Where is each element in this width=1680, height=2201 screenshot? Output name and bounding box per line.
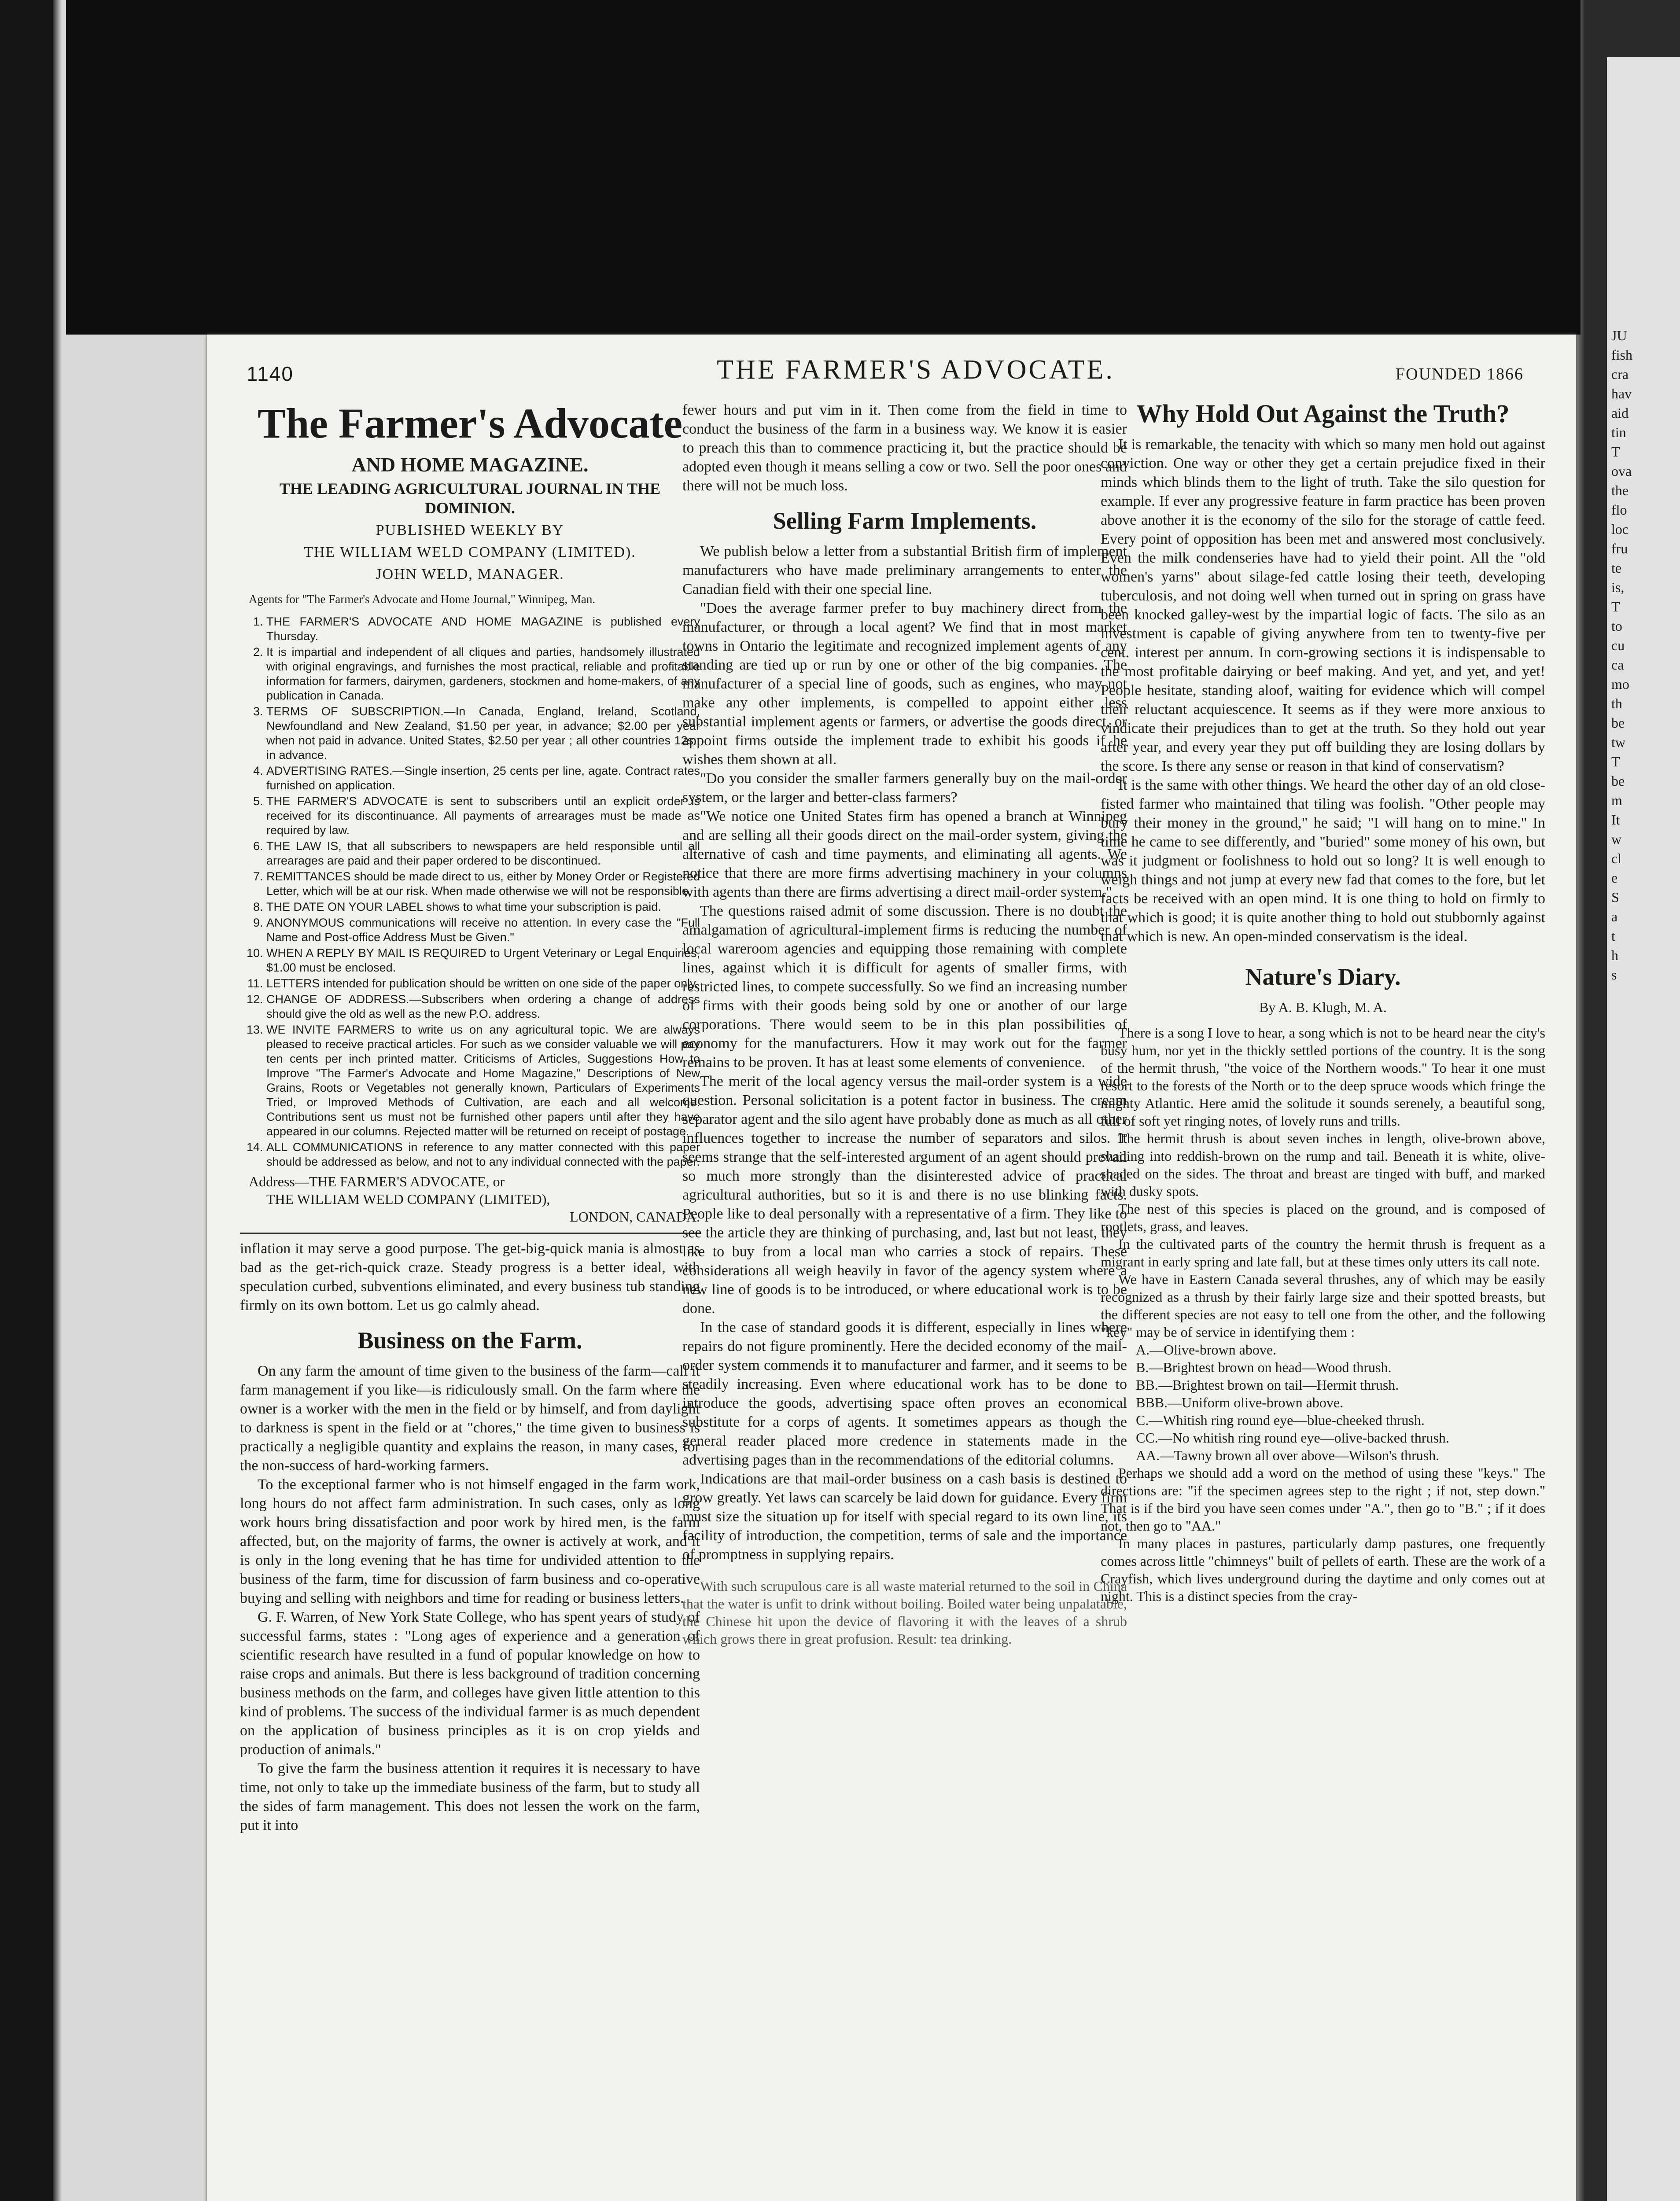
adjacent-fragment: ca (1611, 657, 1624, 673)
column-left (240, 401, 700, 1835)
article-body (240, 1362, 700, 1835)
adjacent-page-text (1611, 326, 1677, 2201)
adjacent-fragment: m (1611, 792, 1622, 808)
article-body (1101, 1024, 1545, 1341)
adjacent-fragment: It (1611, 812, 1620, 828)
terms-list (240, 615, 700, 1169)
paragraph: Perhaps we should add a word on the method of using these "keys." The directions are: "if the specimen agrees step to the right ; if not, step down." That is if the bird you have seen comes under "A.", then go to "B." ; if it does not, then go to "AA." (1101, 1465, 1545, 1534)
adjacent-fragment: e (1611, 870, 1618, 886)
paragraph: G. F. Warren, of New York State College, who has spent years of study of successful farms, states : "Long ages of experience and a generation of scientific research have resulted in a fund of popular knowledge on how to raise crops and animals. But there is less background of tradition concerning business methods on the farm, and colleges have given little attention to this kind of problems. The success of the individual farmer is as much dependent on the application of business principles as it is on crop yields and production of animals." (240, 1609, 700, 1758)
paragraph: To give the farm the business attention it requires it is necessary to have time, not only to take up the immediate business of the farm, but to study all the sides of farm management. This does not lessen the work on the farm, put it into (240, 1760, 700, 1833)
adjacent-fragment: w (1611, 831, 1622, 847)
terms-item: 6. THE LAW IS, that all subscribers to newspapers are held responsible until all arrearages are paid and their paper ordered to be discontinued. (266, 839, 700, 868)
key-entry: BB.—Brightest brown on tail—Hermit thrush. (1136, 1377, 1399, 1393)
paragraph: fewer hours and put vim in it. Then come from the field in time to conduct the business of the farm in a business way. We know it is easier to preach this than to commence practicing it, but the practice should be adopted even though it means selling a cow or two. Sell the poor ones and there will not be much loss. (682, 402, 1127, 494)
identification-key (1101, 1341, 1545, 1464)
paragraph: We have in Eastern Canada several thrushes, any of which may be easily recognized as a thrush by their fairly large size and their spotted breasts, but the different species are not easy to tell one from the other, and the following "key" may be of service in identifying them : (1101, 1271, 1545, 1340)
adjacent-fragment: fru (1611, 541, 1628, 556)
adjacent-fragment: JU (1611, 328, 1627, 343)
terms-item: 11. LETTERS intended for publication should be written on one side of the paper only. (266, 976, 700, 991)
key-entry: AA.—Tawny brown all over above—Wilson's thrush. (1136, 1447, 1440, 1463)
scan-left-edge (0, 0, 53, 2201)
paragraph: On any farm the amount of time given to the business of the farm—call it farm management if you like—is ridiculously small. On the farm where the owner is a worker with the men in the field or by himself, and from daylight to darkness is spent in the field or at "chores," the time given to business is practically a negligible quantity and explains the reason, in many cases, for the non-success of hard-working farmers. (240, 1363, 700, 1474)
adjacent-fragment: hav (1611, 386, 1632, 401)
terms-item: 9. ANONYMOUS communications will receive no attention. In every case the "Full Name and Post-office Address Must be Given." (266, 916, 700, 945)
paragraph: The questions raised admit of some discussion. There is no doubt the amalgamation of agricultural-implement firms is reducing the number of local wareroom agencies and equipping those remaining with complete lines, against which it is difficult for agents of smaller firms, with restricted lines, to compete successfully. So we find an increasing number of firms with their goods being sold by one or another of our large corporations. There would seem to be in this plan possibilities of economy for the manufacturers. How it may work out for the farmer remains to be proven. It has at least some elements of convenience. (682, 903, 1127, 1071)
paragraph: "Does the average farmer prefer to buy machinery direct from the manufacturer, or through a local agent? We find that in most market towns in Ontario the legitimate and recognized implement agents of any standing are tied up or run by one or other of the big companies. The manufacturer of a special line of goods, such as engines, who may not make any other implements, is compelled to appoint either less substantial implement agents or farmers, or advertise the goods direct, or appoint firms outside the implement trade to exhibit his goods if he wishes them shown at all. (682, 600, 1127, 768)
byline: By A. B. Klugh, M. A. (1259, 999, 1387, 1015)
masthead-subtitle: AND HOME MAGAZINE. (351, 453, 589, 476)
paragraph: "Do you consider the smaller farmers generally buy on the mail-order system, or the larger and better-class farmers? (682, 770, 1127, 806)
masthead-title: The Farmer's Advocate (257, 400, 683, 447)
adjacent-fragment: cra (1611, 366, 1629, 382)
terms-item: 10. WHEN A REPLY BY MAIL IS REQUIRED to Urgent Veterinary or Legal Enquiries, $1.00 must be enclosed. (266, 946, 700, 975)
paragraph: inflation it may serve a good purpose. The get-big-quick mania is almost as bad as the get-rich-quick craze. Steady progress is a better ideal, with speculation curbed, subventions eliminated, and every business tub standing firmly on its own bottom. Let us go calmly ahead. (240, 1240, 700, 1314)
key-entry: BBB.—Uniform olive-brown above. (1136, 1395, 1344, 1410)
article-heading: Business on the Farm. (357, 1327, 582, 1354)
paragraph: In the case of standard goods it is different, especially in lines where repairs do not figure prominently. Here the decided economy of the mail-order system commends it to manufacturer and farmer, and it seems to be steadily increasing. Even where educational work has to be done to introduce the goods, advertising space often proves an economical substitute for a corps of agents. It sometimes appears as though the general reader placed more credence in statements made in the advertising pages than in the recommendations of the editorial columns. (682, 1319, 1127, 1468)
paragraph: We publish below a letter from a substantial British firm of implement manufacturers who have made preliminary arrangements to enter the Canadian field with their one special line. (682, 543, 1127, 597)
masthead-address (249, 1173, 700, 1226)
paragraph: The merit of the local agency versus the mail-order system is a wide question. Personal solicitation is a potent factor in business. The cream separator agent and the silo agent have probably done as much as all other influences together to increase the number of separators and silos. It seems strange that the self-interested argument of an agent should prevail so much more strongly than the disinterested advice of practical agricultural authorities, but so it is and there is no use blinking facts. People like to deal personally with a representative of a firm. They like to see the article they are thinking of purchasing, and, last but not least, they like to buy from a local man who carries a stock of repairs. These considerations all weigh heavily in favor of the agency system where a new line of goods is to be introduced, or where educational work is to be done. (682, 1073, 1127, 1317)
footnote-block (682, 1577, 1127, 1648)
adjacent-fragment: is, (1611, 579, 1625, 595)
terms-item: 12. CHANGE OF ADDRESS.—Subscribers when ordering a change of address should give the old as well as the new P.O. address. (266, 992, 700, 1021)
key-entry: B.—Brightest brown on head—Wood thrush. (1136, 1359, 1392, 1375)
terms-item: 1. THE FARMER'S ADVOCATE AND HOME MAGAZINE is published every Thursday. (266, 615, 700, 644)
adjacent-fragment: th (1611, 696, 1622, 711)
article-heading: Why Hold Out Against the Truth? (1136, 399, 1510, 428)
masthead-published: PUBLISHED WEEKLY BY (376, 522, 564, 538)
adjacent-fragment: be (1611, 773, 1625, 789)
adjacent-fragment: tin (1611, 424, 1626, 440)
newspaper-page (207, 335, 1576, 2201)
adjacent-fragment: aid (1611, 405, 1629, 421)
masthead-company: THE WILLIAM WELD COMPANY (LIMITED). (304, 544, 636, 560)
adjacent-fragment: ova (1611, 463, 1632, 479)
terms-item: 5. THE FARMER'S ADVOCATE is sent to subscribers until an explicit order is received for its discontinuance. All payments of arrearages must be made as required by law. (266, 794, 700, 838)
terms-item: 2. It is impartial and independent of all cliques and parties, handsomely illustrated with original engravings, and furnishes the most practical, reliable and profitable information for farmers, dairymen, gardeners, stockmen and home-makers, of any publication in Canada. (266, 645, 700, 703)
paragraph: In the cultivated parts of the country the hermit thrush is frequent as a migrant in early spring and late fall, but at these times only utters its call note. (1101, 1236, 1545, 1270)
page-title: THE FARMER'S ADVOCATE. (717, 355, 1115, 385)
adjacent-fragment: T (1611, 754, 1620, 769)
masthead-manager: JOHN WELD, MANAGER. (376, 566, 564, 582)
terms-item: 8. THE DATE ON YOUR LABEL shows to what time your subscription is paid. (266, 900, 700, 914)
founded-label: FOUNDED 1866 (1396, 365, 1524, 383)
paragraph: The nest of this species is placed on the ground, and is composed of rootlets, grass, and leaves. (1101, 1201, 1545, 1234)
adjacent-fragment: to (1611, 618, 1622, 634)
paragraph: Indications are that mail-order business on a cash basis is destined to grow greatly. Yet laws can scarcely be laid down for guidance. Every firm must size the situation up for itself with special regard to its own line, its facility of introduction, the competition, terms of sale and the importance of promptness in supplying repairs. (682, 1471, 1127, 1563)
adjacent-fragment: be (1611, 715, 1625, 731)
scan-dark-band (66, 0, 1581, 335)
paragraph: To the exceptional farmer who is not himself engaged in the farm work, long hours do not affect farm administration. In such cases, only as long work hours bring dissatisfaction and poor work by hired men, is the farm affected, but, on the majority of farms, the owner is actively at work, and it is only in the long evening that he has time for undivided attention to the business of the farm, time for discussion of farm business and co-operative buying and selling with neighbors and time for reading or business letters. (240, 1476, 700, 1606)
column-middle (682, 401, 1127, 1648)
page-number: 1140 (247, 362, 294, 385)
paragraph: It is the same with other things. We heard the other day of an old close-fisted farmer who maintained that tiling was foolish. "Other people may bury their money in the ground," he said; "I will hang on to mine." In time he came to see differently, and "buried" some money of his own, but was it judgment or foolishness to hold out so long? It is well enough to weigh things and not jump at every new fad that comes to the fore, but let facts be received with an open mind. It is one thing to hold on firmly to that which is good; it is quite another thing to hold out stubbornly against that which is new. An open-minded conservatism is the ideal. (1101, 777, 1545, 945)
paragraph: The hermit thrush is about seven inches in length, olive-brown above, shading into reddish-brown on the rump and tail. Beneath it is white, olive-shaded on the sides. The throat and breast are tinged with buff, and marked with dusky spots. (1101, 1130, 1545, 1199)
paragraph: In many places in pastures, particularly damp pastures, one frequently comes across little "chimneys" built of pellets of earth. These are the work of a Crayfish, which lives underground during the daytime and only comes out at night. This is a distinct species from the cray- (1101, 1535, 1545, 1604)
adjacent-fragment: the (1611, 482, 1629, 498)
adjacent-fragment: a (1611, 909, 1618, 924)
key-entry: A.—Olive-brown above. (1136, 1342, 1277, 1358)
paragraph: There is a song I love to hear, a song which is not to be heard near the city's busy hum, nor yet in the thickly settled portions of the country. It is the song of the hermit thrush, "the voice of the Northern woods." To hear it one must resort to the forests of the North or to the deep spruce woods which fringe the mighty Atlantic. Here amid the solitude it sounds serenely, a beautiful song, full of soft yet ringing notes, of lovely runs and trills. (1101, 1025, 1545, 1129)
terms-item: 3. TERMS OF SUBSCRIPTION.—In Canada, England, Ireland, Scotland, Newfoundland and New Zealand, $1.50 per year, in advance; $2.00 per year when not paid in advance. United States, $2.50 per year ; all other countries 12s.; in advance. (266, 704, 700, 762)
article-body (1101, 435, 1545, 946)
adjacent-fragment: cl (1611, 850, 1622, 866)
terms-item: 13. WE INVITE FARMERS to write us on any agricultural topic. We are always pleased to receive practical articles. For such as we consider valuable we will pay ten cents per inch printed matter. Criticisms of Articles, Suggestions How to Improve "The Farmer's Advocate and Home Magazine," Descriptions of New Grains, Roots or Vegetables not generally known, Particulars of Experiments Tried, or Improved Methods of Cultivation, are each and all welcome. Contributions sent us must not be furnished other papers until after they have appeared in our columns. Rejected matter will be returned on receipt of postage. (266, 1023, 700, 1139)
masthead-agents: Agents for "The Farmer's Advocate and Home Journal," Winnipeg, Man. (249, 593, 596, 606)
address-line: Address—THE FARMER'S ADVOCATE, or (249, 1174, 505, 1189)
adjacent-fragment: s (1611, 967, 1617, 983)
adjacent-fragment: tw (1611, 734, 1625, 750)
adjacent-fragment: loc (1611, 521, 1629, 537)
adjacent-fragment: te (1611, 560, 1622, 576)
article-body (1101, 1464, 1545, 1605)
divider (240, 1233, 700, 1234)
adjacent-fragment: T (1611, 444, 1620, 460)
adjacent-fragment: S (1611, 889, 1619, 905)
masthead-tagline: THE LEADING AGRICULTURAL JOURNAL IN THE DOMINION. (279, 480, 661, 517)
adjacent-fragment: flo (1611, 502, 1627, 518)
article-heading: Selling Farm Implements. (773, 508, 1037, 534)
terms-item: 14. ALL COMMUNICATIONS in reference to any matter connected with this paper should be addressed as below, and not to any individual connected with the paper. (266, 1140, 700, 1169)
terms-item: 4. ADVERTISING RATES.—Single insertion, 25 cents per line, agate. Contract rates furnished on application. (266, 764, 700, 793)
article-body (682, 542, 1127, 1564)
article-heading: Nature's Diary. (1245, 964, 1401, 990)
address-line: LONDON, CANADA. (570, 1209, 700, 1225)
paragraph: "We notice one United States firm has opened a branch at Winnipeg and are selling all their goods direct on the mail-order system, giving the alternative of cash and time payments, and eliminating all agents. We notice that there are more firms advertising machinery in your columns with agents than there are firms advertising a direct mail-order system." (682, 808, 1127, 900)
adjacent-fragment: fish (1611, 347, 1632, 363)
adjacent-fragment: t (1611, 928, 1615, 944)
column-right (1101, 401, 1545, 1605)
key-entry: C.—Whitish ring round eye—blue-cheeked thrush. (1136, 1412, 1425, 1428)
paragraph: It is remarkable, the tenacity with which so many men hold out against conviction. One way or other they get a certain prejudice fixed in their minds which blinds them to the light of truth. Take the silo question for example. If ever any progressive feature in farm practice has been proven above another it is the economy of the silo for the storage of cattle feed. Every point of opposition has been met and answered most conclusively. Even the milk condenseries have had to yield their point. All the "old women's yarns" about silage-fed cattle losing their teeth, developing tuberculosis, and not doing well when turned out in spring on grass have been knocked galley-west by the impartial logic of facts. The silo as an investment is capable of giving anywhere from ten to twenty-five per cent. interest per annum. In corn-growing sections it is indispensable to the most profitable dairying or beef making. And yet, and yet, and yet! People hesitate, standing aloof, waiting for evidence which will compel their reluctant acquiescence. It seems as if they were more anxious to vindicate their prejudices than to get at the truth. So they hold out year after year, and every year they put off building they are losing dollars by the score. Is there any sense or reason in that kind of conservatism? (1101, 436, 1545, 774)
terms-item: 7. REMITTANCES should be made direct to us, either by Money Order or Registered Letter, which will be at our risk. When made otherwise we will not be responsible. (266, 869, 700, 898)
adjacent-fragment: T (1611, 599, 1620, 615)
footnote: With such scrupulous care is all waste material returned to the soil in China that the water is unfit to drink without boiling. Boiled water being unpalatable, the Chinese hit upon the device of flavoring it with the leaves of a shrub which grows there in great profusion. Result: tea drinking. (682, 1578, 1127, 1647)
adjacent-fragment: cu (1611, 637, 1625, 653)
address-line: THE WILLIAM WELD COMPANY (LIMITED), (266, 1191, 550, 1207)
key-entry: CC.—No whitish ring round eye—olive-backed thrush. (1136, 1430, 1449, 1446)
adjacent-fragment: mo (1611, 676, 1629, 692)
adjacent-fragment: h (1611, 947, 1618, 963)
